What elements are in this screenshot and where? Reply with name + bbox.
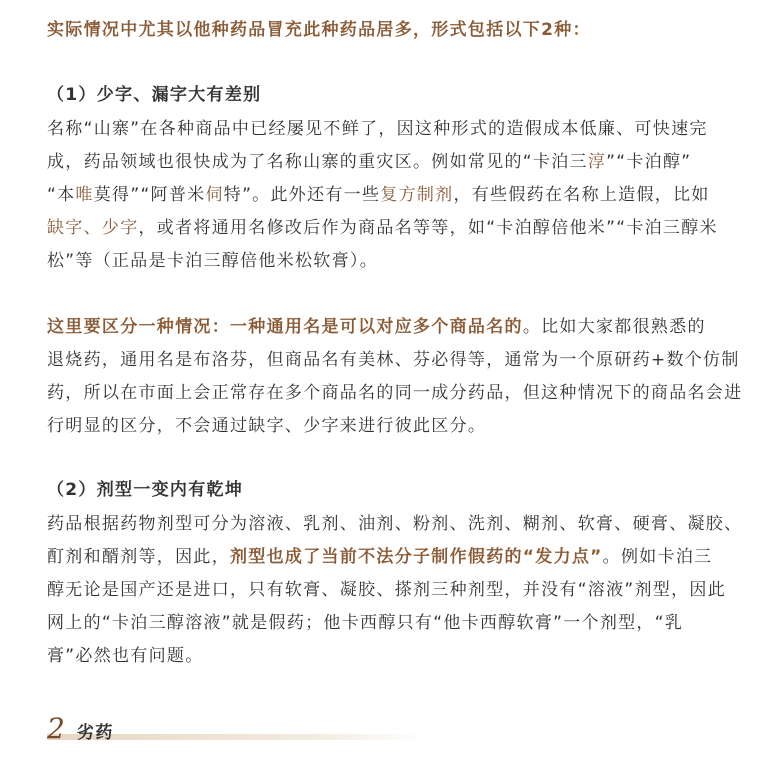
highlight-span: 伺 — [205, 185, 224, 205]
text-span: 。例如卡泊三 — [602, 547, 713, 567]
intro-heading: 实际情况中尤其以他种药品冒充此种药品居多，形式包括以下2种： — [47, 20, 591, 40]
text-span: ”“卡泊醇” — [606, 152, 692, 172]
highlight-span: 唯 — [75, 185, 94, 205]
text-span: ，有些假药在名称上造假，比如 — [453, 185, 710, 205]
section-number: 2 — [47, 712, 65, 745]
paragraph-3-line-5: 膏”必然也有问题。 — [47, 646, 204, 666]
paragraph-3-line-1: 药品根据药物剂型可分为溶液、乳剂、油剂、粉剂、洗剂、糊剂、软膏、硬膏、凝胶、 — [47, 514, 743, 534]
section-title: 劣药 — [76, 723, 114, 743]
paragraph-3-line-3: 醇无论是国产还是进口，只有软膏、凝胶、搽剂三种剂型，并没有“溶液”剂型，因此 — [47, 580, 727, 600]
text-span: 莫得”“阿普米 — [93, 185, 206, 205]
paragraph-1-line-4 — [47, 217, 718, 239]
highlight-span: 复方制剂 — [380, 185, 454, 205]
text-span: 特”。此外还有一些 — [223, 185, 381, 205]
text-span: ，或者将通用名修改后作为商品名等等，如“卡泊醇倍他米”“卡泊三醇米 — [138, 218, 718, 238]
text-span: 成，药品领域也很快成为了名称山寨的重灾区。例如常见的“卡泊三 — [47, 152, 588, 172]
highlight-span: 淳 — [587, 152, 607, 172]
paragraph-2-line-1 — [47, 316, 706, 338]
text-span: 酊剂和醑剂等，因此， — [47, 547, 230, 567]
paragraph-2-line-4: 行明显的区分，不会通过缺字、少字来进行彼此区分。 — [47, 416, 487, 436]
paragraph-1-line-1: 名称“山寨”在各种商品中已经屡见不鲜了，因这种形式的造假成本低廉、可快速完 — [47, 119, 708, 139]
paragraph-1-line-3 — [47, 184, 710, 206]
paragraph-3-line-2 — [47, 546, 712, 568]
text-span: 。比如大家都很熟悉的 — [522, 317, 706, 337]
paragraph-2-line-2: 退烧药，通用名是布洛芬，但商品名有美林、芬必得等，通常为一个原研药+数个仿制 — [47, 350, 740, 370]
highlight-span: 剂型也成了当前不法分子制作假药的“发力点” — [230, 547, 603, 567]
paragraph-2-line-3: 药，所以在市面上会正常存在多个商品名的同一成分药品，但这种情况下的商品名会进 — [47, 383, 743, 403]
subheading-2: （2）剂型一变内有乾坤 — [47, 480, 244, 500]
highlight-span: 缺字、少字 — [47, 218, 139, 238]
paragraph-1-line-5: 松”等（正品是卡泊三醇倍他米松软膏）。 — [47, 251, 379, 271]
text-span: “本 — [47, 185, 76, 205]
highlight-span: 这里要区分一种情况：一种通用名是可以对应多个商品名的 — [47, 317, 523, 337]
paragraph-1-line-2 — [47, 151, 691, 173]
paragraph-3-line-4: 网上的“卡泊三醇溶液”就是假药；他卡西醇只有“他卡西醇软膏”一个剂型，“乳 — [47, 613, 684, 633]
section-heading — [47, 712, 114, 745]
subheading-1: （1）少字、漏字大有差别 — [47, 85, 262, 105]
